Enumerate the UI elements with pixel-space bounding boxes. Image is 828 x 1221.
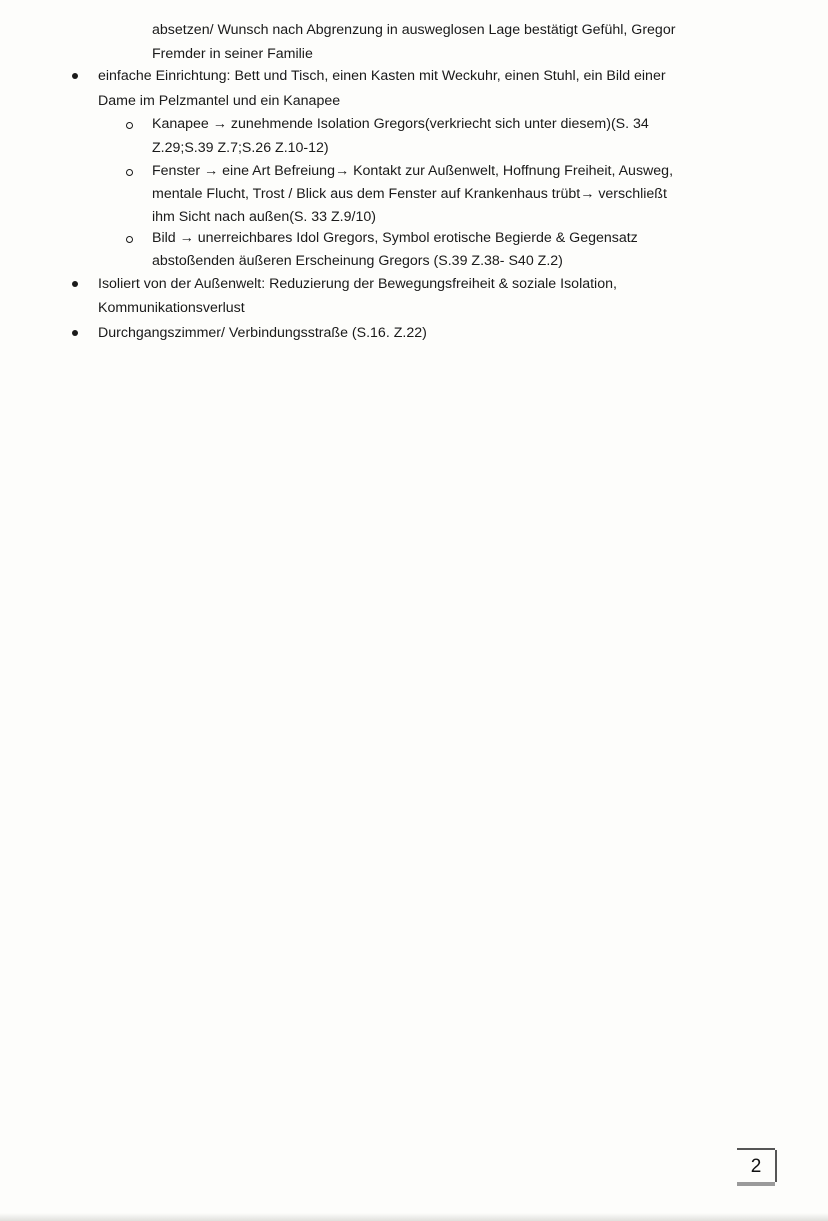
sub-item-text-line: mentale Flucht, Trost / Blick aus dem Fenster auf Krankenhaus trübt→ verschließt — [152, 186, 667, 202]
bullet-marker — [72, 281, 78, 287]
sub-bullet-marker — [126, 122, 133, 129]
page-number: 2 — [750, 1156, 762, 1177]
bullet-text-line: Durchgangszimmer/ Verbindungsstraße (S.16. Z.22) — [98, 325, 427, 341]
sub-item-text-line: Kanapee → zunehmende Isolation Gregors(verkriecht sich unter diesem)(S. 34 — [152, 116, 649, 132]
sub-bullet-marker — [126, 169, 133, 176]
page-number-bottom-rule — [737, 1182, 775, 1186]
intro-line: absetzen/ Wunsch nach Abgrenzung in ausweglosen Lage bestätigt Gefühl, Gregor — [152, 22, 676, 38]
intro-line: Fremder in seiner Familie — [152, 46, 313, 62]
bullet-marker — [72, 73, 78, 79]
page-number-box — [737, 1148, 775, 1188]
page-number-top-rule — [737, 1148, 775, 1150]
sub-item-text-line: Fenster → eine Art Befreiung→ Kontakt zur Außenwelt, Hoffnung Freiheit, Ausweg, — [152, 163, 674, 179]
sub-bullet-marker — [126, 236, 133, 243]
sub-item-text-line: Bild → unerreichbares Idol Gregors, Symbol erotische Begierde & Gegensatz — [152, 230, 638, 246]
bullet-marker — [72, 330, 78, 336]
sub-item-text-line: abstoßenden äußeren Erscheinung Gregors (S.39 Z.38- S40 Z.2) — [152, 253, 563, 269]
page-number-side-rule — [775, 1150, 777, 1182]
sub-item-text-line: ihm Sicht nach außen(S. 33 Z.9/10) — [152, 209, 376, 225]
bullet-text-line: Dame im Pelzmantel und ein Kanapee — [98, 93, 341, 109]
scan-bottom-edge — [0, 1213, 828, 1221]
bullet-text-line: Kommunikationsverlust — [98, 300, 245, 316]
bullet-text-line: Isoliert von der Außenwelt: Reduzierung der Bewegungsfreiheit & soziale Isolation, — [98, 276, 617, 292]
sub-item-text-line: Z.29;S.39 Z.7;S.26 Z.10-12) — [152, 140, 329, 156]
bullet-text-line: einfache Einrichtung: Bett und Tisch, einen Kasten mit Weckuhr, einen Stuhl, ein Bild einer — [98, 68, 666, 84]
